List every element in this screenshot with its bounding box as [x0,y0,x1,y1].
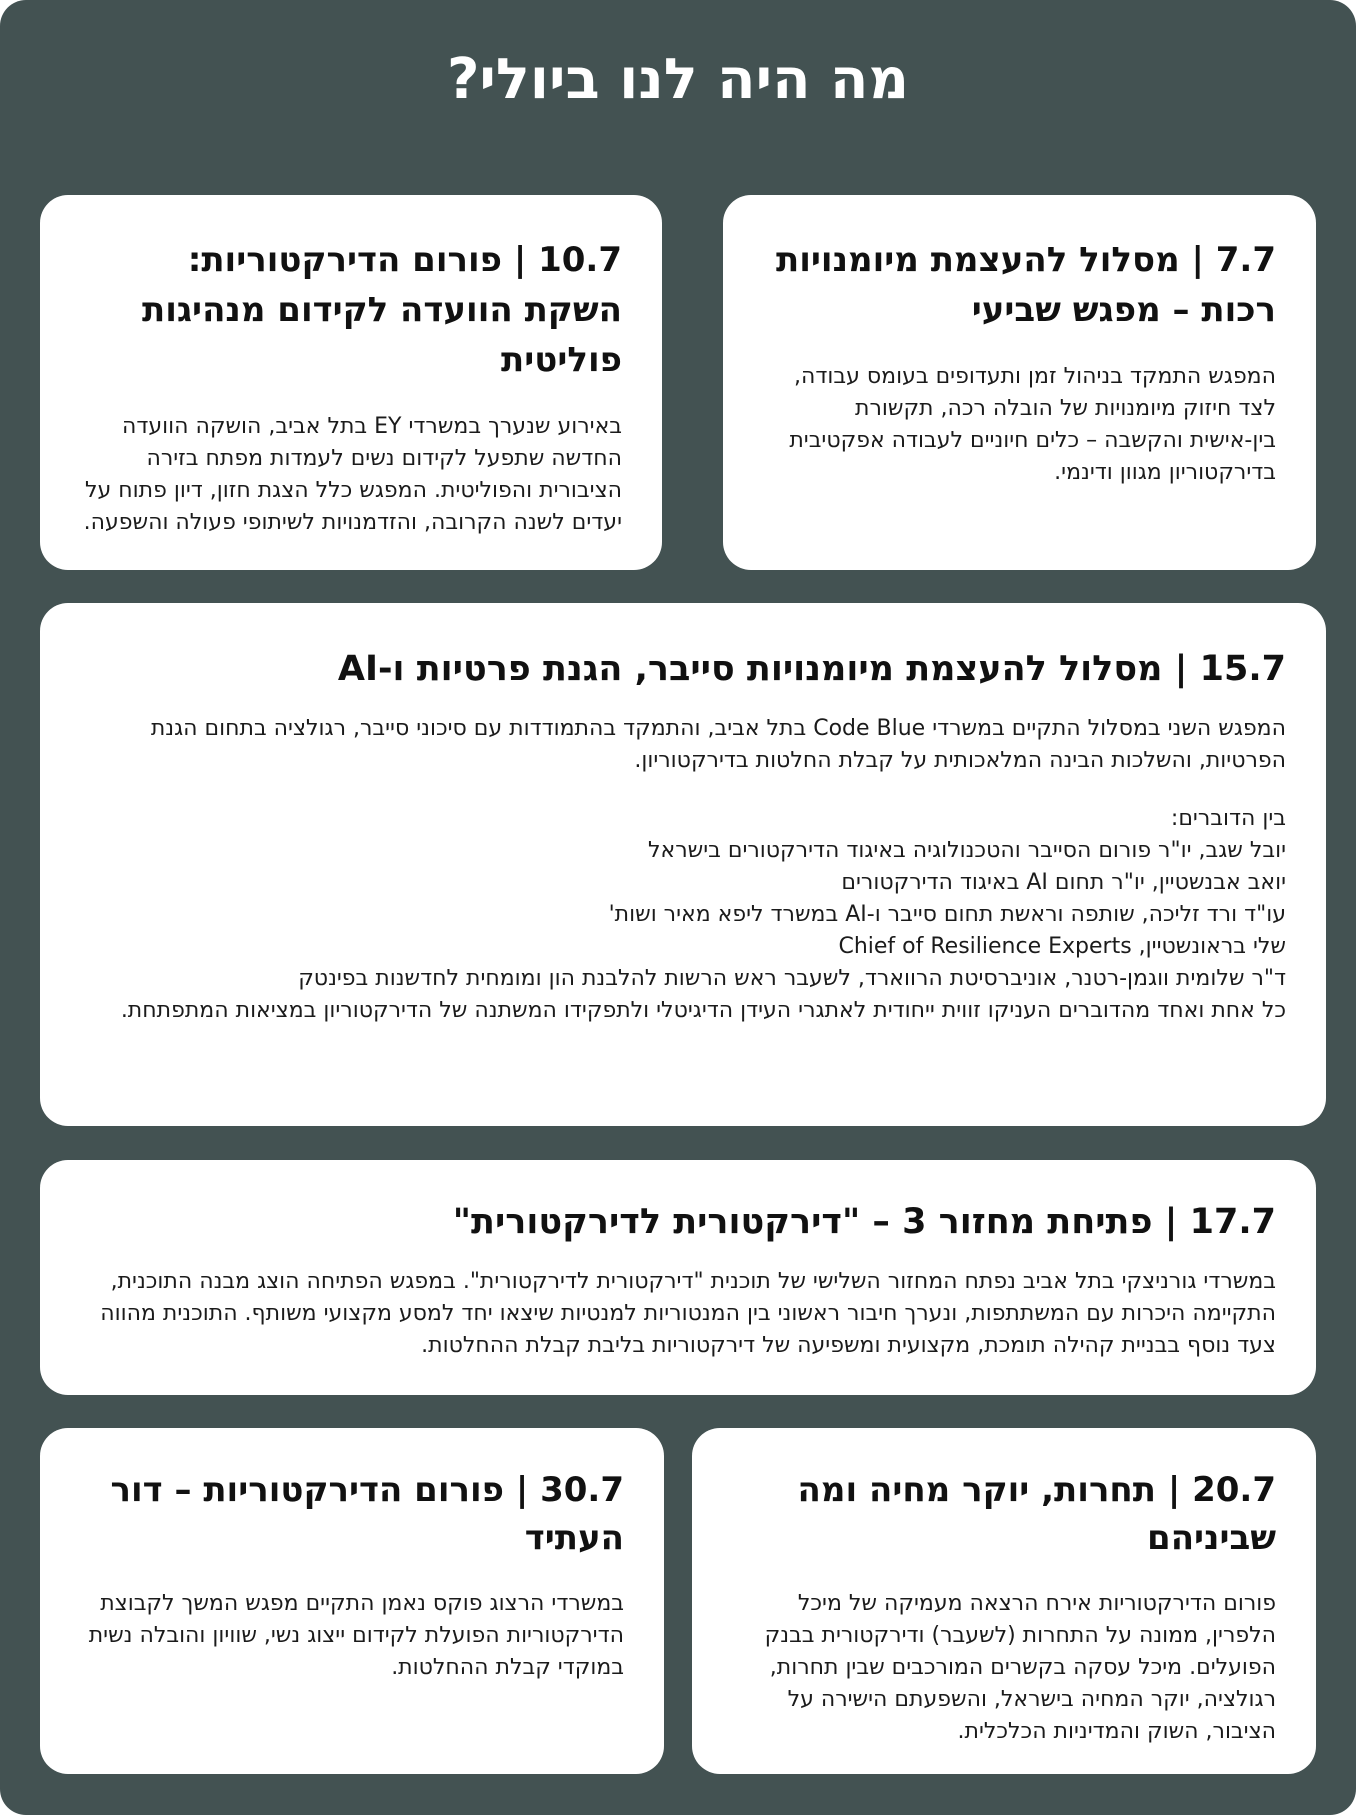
event-card-10-7 [40,195,662,570]
event-heading: 20.7 | תחרות, יוקר מחיה ומה שביניהם [797,1470,1276,1558]
event-description: במשרדי גורניצקי בתל אביב נפתח המחזור השלישי של תוכנית "דירקטורית לדירקטורית". במפגש הפתיחה הוצג מבנה התוכנית, התקיימה היכרות עם המשתתפות, ונערך חיבור ראשוני בין המנטוריות למנטיות שיצאו יחד למסע מקצועי משותף. התוכנית מהווה צעד נוסף בבניית קהילה תומכת, מקצועית ומשפיעה של דירקטוריות בליבת קבלת ההחלטות. [100,1269,1276,1358]
event-body [80,713,1286,1027]
event-card-7-7 [723,195,1316,570]
event-heading: 17.7 | פתיחת מחזור 3 – "דירקטורית לדירקטורית" [452,1202,1276,1242]
event-heading: 30.7 | פורום הדירקטוריות – דור העתיד [110,1470,624,1558]
event-card-20-7 [692,1428,1316,1774]
event-heading: 10.7 | פורום הדירקטוריות: השקת הוועדה לקידום מנהיגות פוליטית [141,240,622,380]
event-description: במשרדי הרצוג פוקס נאמן התקיים מפגש המשך לקבוצת הדירקטוריות הפועלת לקידום ייצוג נשי, שוויון והובלה נשית במוקדי קבלת ההחלטות. [88,1591,624,1680]
speakers-label: בין הדוברים: [1170,806,1286,831]
speaker-item: שלי בראונשטיין, Chief of Resilience Experts [838,934,1286,959]
event-closing: כל אחת ואחד מהדוברים העניקו זווית ייחודית לאתגרי העידן הדיגיטלי ולתפקידו המשתנה של הדירקטוריון במציאות המתפתחת. [120,998,1286,1023]
event-card-15-7 [40,603,1326,1126]
speaker-item: עו"ד ורד זליכה, שותפה וראשת תחום סייבר ו-AI במשרד ליפא מאיר ושות' [608,902,1286,927]
speaker-item: ד"ר שלומית ווגמן-רטנר, אוניברסיטת הרווארד, לשעבר ראש הרשות להלבנת הון ומומחית לחדשנות בפינטק [298,966,1286,991]
event-card-30-7 [40,1428,664,1774]
speaker-item: יובל שגב, יו"ר פורום הסייבר והטכנולוגיה באיגוד הדירקטורים בישראל [648,838,1286,863]
event-description: פורום הדירקטוריות אירח הרצאה מעמיקה של מיכל הלפרין, ממונה על התחרות (לשעבר) ודירקטורית בבנק הפועלים. מיכל עסקה בקשרים המורכבים שבין תחרות, רגולציה, יוקר המחיה בישראל, והשפעתם הישירה על הציבור, השוק והמדיניות הכלכלית. [764,1591,1276,1744]
event-heading: 7.7 | מסלול להעצמת מיומנויות רכות – מפגש שביעי [776,240,1276,330]
event-card-17-7 [40,1160,1316,1395]
event-description: המפגש התמקד בניהול זמן ותעדופים בעומס עבודה, לצד חיזוק מיומנויות של הובלה רכה, תקשורת בין-אישית והקשבה – כלים חיוניים לעבודה אפקטיבית בדירקטוריון מגוון ודינמי. [789,364,1276,485]
speaker-item: יואב אבנשטיין, יו"ר תחום AI באיגוד הדירקטורים [841,870,1286,895]
event-intro: המפגש השני במסלול התקיים במשרדי Code Blue בתל אביב, והתמקד בהתמודדות עם סיכוני סייבר, רגולציה בתחום הגנת הפרטיות, והשלכות הבינה המלאכותית על קבלת החלטות בדירקטוריון. [150,716,1286,773]
page-title: מה היה לנו ביולי? [446,47,910,112]
speakers-list [80,803,1286,995]
event-description: באירוע שנערך במשרדי EY בתל אביב, הושקה הוועדה החדשה שתפעל לקידום נשים לעמדות מפתח בזירה הציבורית והפוליטית. המפגש כלל הצגת חזון, דיון פתוח על יעדים לשנה הקרובה, והזדמנויות לשיתופי פעולה והשפעה. [83,414,622,535]
event-heading: 15.7 | מסלול להעצמת מיומנויות סייבר, הגנת פרטיות ו-AI [337,649,1286,689]
